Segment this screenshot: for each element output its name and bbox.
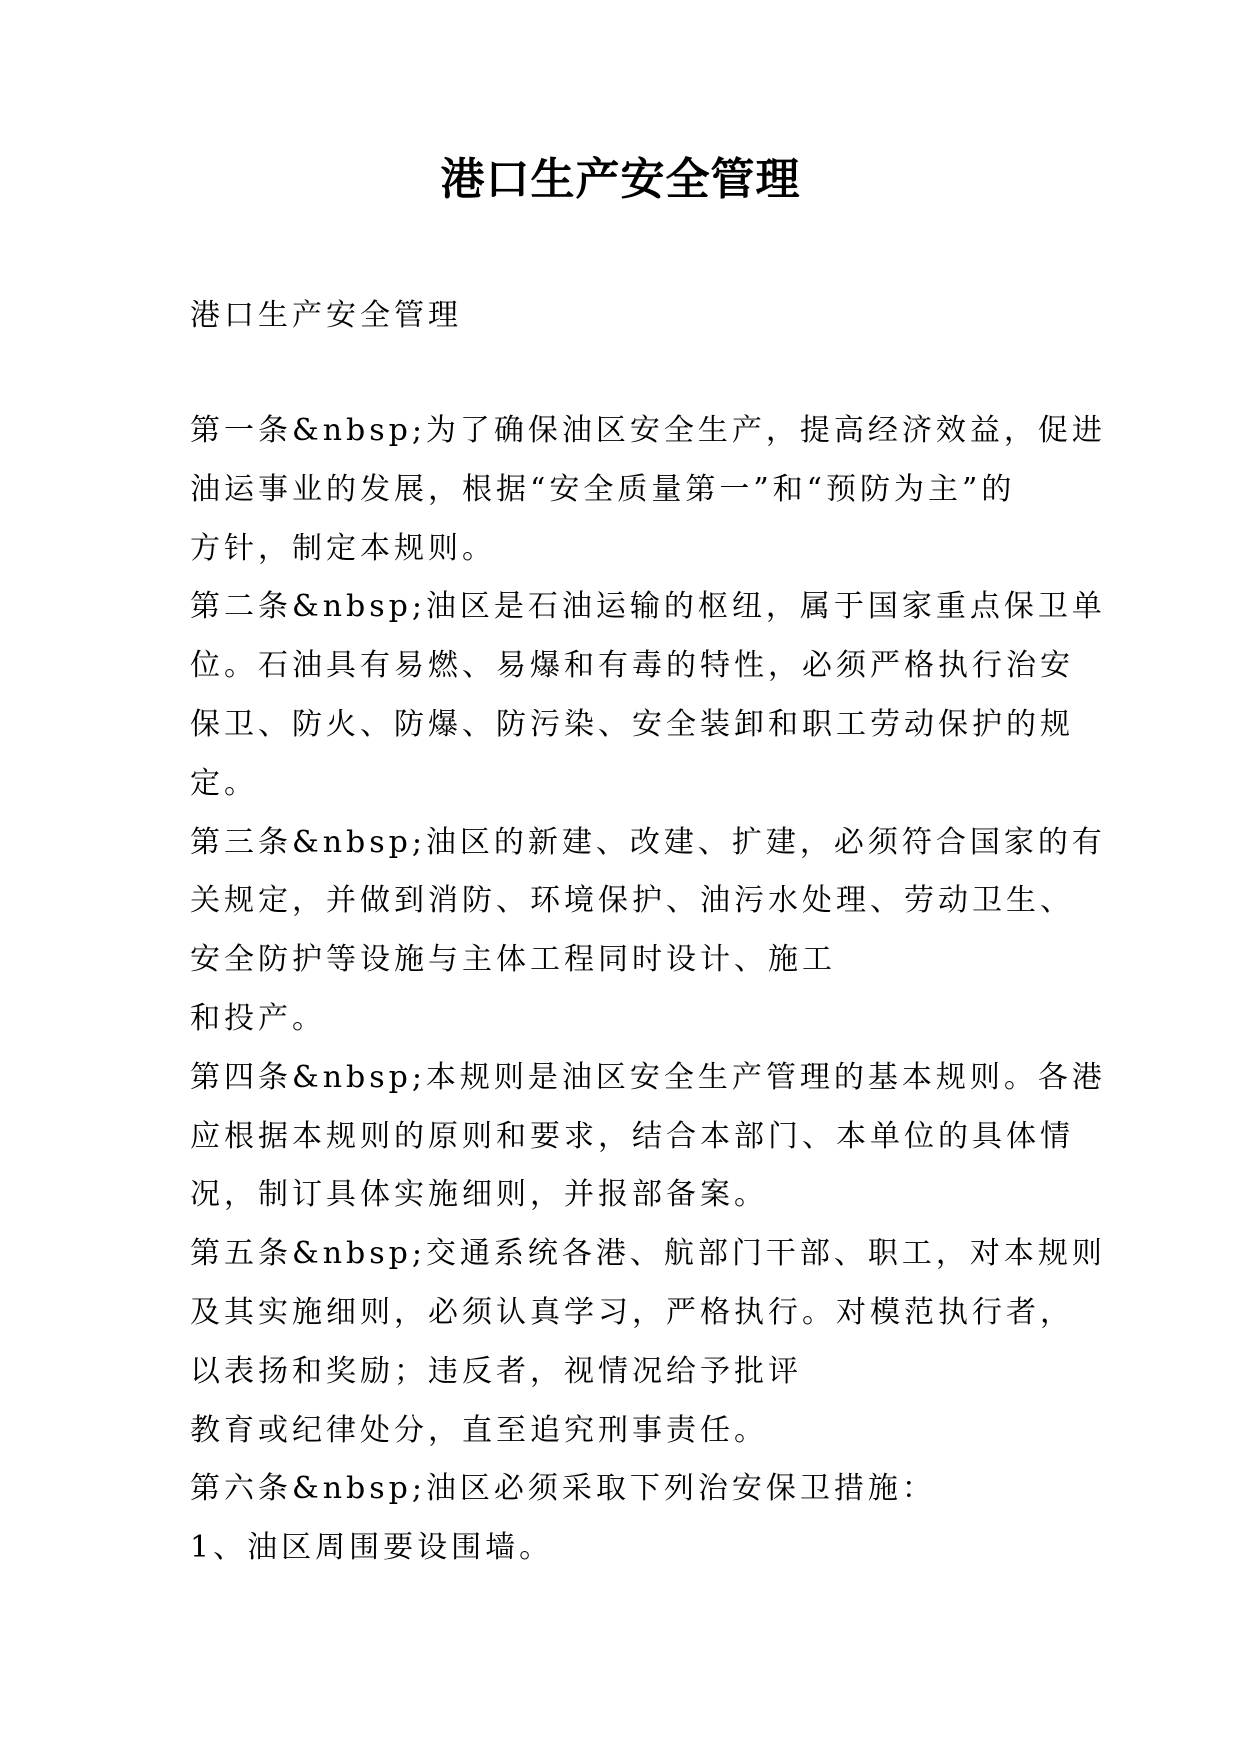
body-line: 第一条&nbsp;为了确保油区安全生产，提高经济效益，促进 xyxy=(190,413,1106,448)
body-line: 安全防护等设施与主体工程同时设计、施工 xyxy=(190,942,836,978)
body-line: 及其实施细则，必须认真学习，严格执行。对模范执行者， xyxy=(190,1294,1074,1330)
body-line: 1、油区周围要设围墙。 xyxy=(190,1530,554,1566)
body-line: 第六条&nbsp;油区必须采取下列治安保卫措施： xyxy=(190,1471,936,1507)
body-line: 定。 xyxy=(190,765,258,801)
subtitle-text: 港口生产安全管理 xyxy=(190,298,462,333)
body-line: 以表扬和奖励；违反者，视情况给予批评 xyxy=(190,1353,802,1389)
body-line: 关规定，并做到消防、环境保护、油污水处理、劳动卫生、 xyxy=(190,883,1074,919)
document-title: 港口生产安全管理 xyxy=(440,154,801,205)
body-line: 第五条&nbsp;交通系统各港、航部门干部、职工，对本规则 xyxy=(190,1236,1106,1272)
document-body xyxy=(190,402,1106,1578)
body-line: 第三条&nbsp;油区的新建、改建、扩建，必须符合国家的有 xyxy=(190,824,1106,860)
body-line: 应根据本规则的原则和要求，结合本部门、本单位的具体情 xyxy=(190,1118,1074,1154)
body-line: 第四条&nbsp;本规则是油区安全生产管理的基本规则。各港 xyxy=(190,1059,1106,1095)
body-line: 教育或纪律处分，直至追究刑事责任。 xyxy=(190,1412,768,1448)
body-line: 况，制订具体实施细则，并报部备案。 xyxy=(190,1177,768,1213)
body-line: 油运事业的发展，根据“安全质量第一”和“预防为主”的 xyxy=(190,471,1016,507)
document-subtitle xyxy=(190,287,1090,346)
body-line: 方针，制定本规则。 xyxy=(190,530,496,566)
body-line: 和投产。 xyxy=(190,1000,326,1036)
body-line: 位。石油具有易燃、易爆和有毒的特性，必须严格执行治安 xyxy=(190,648,1074,684)
body-line: 保卫、防火、防爆、防污染、安全装卸和职工劳动保护的规 xyxy=(190,706,1074,742)
body-line: 第二条&nbsp;油区是石油运输的枢纽，属于国家重点保卫单 xyxy=(190,589,1106,625)
